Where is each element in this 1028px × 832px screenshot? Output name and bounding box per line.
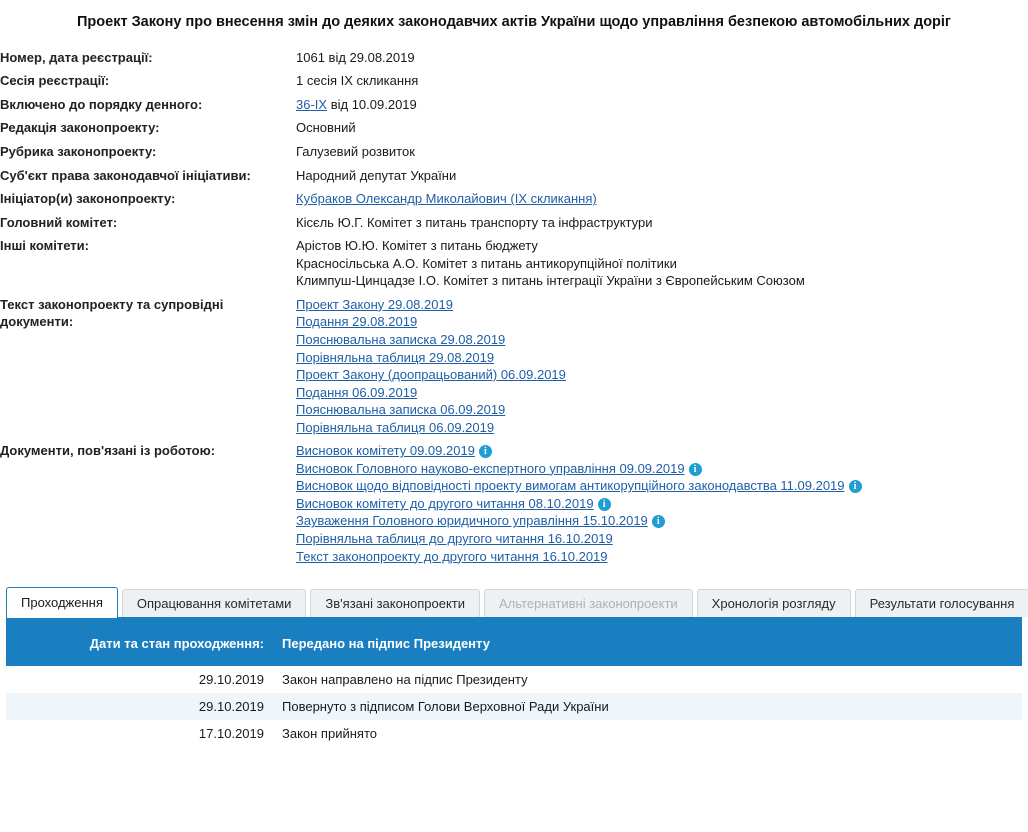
bill-documents-list — [296, 293, 1028, 439]
table-row — [6, 666, 1022, 693]
committee-line: Климпуш-Цинцадзе І.О. Комітет з питань інтеграції України з Європейським Союзом — [296, 273, 805, 289]
list-item — [296, 313, 1028, 331]
agenda-date: від 10.09.2019 — [330, 96, 417, 112]
list-item — [296, 384, 1028, 402]
list-item — [296, 296, 1028, 314]
meta-value-edition: Основний — [296, 120, 356, 136]
related-document-link[interactable]: Висновок щодо відповідності проекту вимогам антикорупційного законодавства 11.09.2019 — [296, 478, 845, 494]
info-icon[interactable]: i — [479, 445, 492, 458]
table-row — [6, 720, 1022, 747]
progress-date: 29.10.2019 — [198, 672, 264, 688]
column-header-status: Передано на підпис Президенту — [274, 620, 1022, 666]
meta-label-rubric: Рубрика законопроекту: — [0, 144, 157, 160]
list-item — [296, 401, 1028, 419]
table-row — [0, 211, 1028, 235]
related-documents-list — [296, 439, 1028, 568]
table-header-row — [6, 620, 1022, 666]
list-item — [296, 512, 1028, 530]
table-row — [0, 140, 1028, 164]
related-document-link[interactable]: Порівняльна таблиця до другого читання 16.10.2019 — [296, 530, 613, 546]
tabs — [6, 586, 1022, 620]
page-title: Проект Закону про внесення змін до деяких законодавчих актів України щодо управління безпекою автомобільних доріг — [77, 14, 951, 30]
document-link[interactable]: Порівняльна таблиця 06.09.2019 — [296, 419, 495, 435]
table-row — [0, 293, 1028, 439]
list-item — [296, 349, 1028, 367]
meta-label-agenda: Включено до порядку денного: — [0, 96, 203, 112]
related-document-link[interactable]: Висновок комітету 09.09.2019 — [296, 443, 475, 459]
meta-label-documents: Текст законопроекту та супровідні документи: — [0, 296, 224, 330]
meta-value-session: 1 сесія IX скликання — [296, 73, 419, 89]
table-row — [0, 187, 1028, 211]
related-document-link[interactable]: Висновок комітету до другого читання 08.10.2019 — [296, 495, 594, 511]
list-item — [296, 495, 1028, 513]
meta-label-session: Сесія реєстрації: — [0, 73, 110, 89]
list-item — [296, 548, 1028, 566]
tab-hronologiya-rozglyadu[interactable]: Хронологія розгляду — [697, 589, 851, 617]
info-icon[interactable]: i — [849, 480, 862, 493]
list-item — [296, 331, 1028, 349]
table-row — [0, 69, 1028, 93]
meta-label-edition: Редакція законопроекту: — [0, 120, 160, 136]
tab-rezultaty-golosuvannya[interactable]: Результати голосування — [855, 589, 1028, 617]
meta-label-other-committees: Інші комітети: — [0, 238, 89, 254]
meta-value-subject: Народний депутат України — [296, 167, 457, 183]
progress-date: 17.10.2019 — [198, 726, 264, 742]
meta-label-registration: Номер, дата реєстрації: — [0, 49, 153, 65]
meta-value-agenda — [296, 93, 1028, 117]
column-header-dates: Дати та стан проходження: — [6, 620, 274, 666]
meta-value-rubric: Галузевий розвиток — [296, 144, 415, 160]
list-item — [296, 460, 1028, 478]
committee-line: Арістов Ю.Ю. Комітет з питань бюджету — [296, 238, 538, 254]
progress-status: Закон прийнято — [282, 726, 377, 742]
document-link[interactable]: Проект Закону (доопрацьований) 06.09.2019 — [296, 367, 566, 383]
meta-label-main-committee: Головний комітет: — [0, 214, 118, 230]
meta-label-related-documents: Документи, пов'язані із роботою: — [0, 443, 216, 459]
meta-label-initiator: Ініціатор(и) законопроекту: — [0, 191, 176, 207]
table-row — [0, 164, 1028, 188]
document-link[interactable]: Порівняльна таблиця 29.08.2019 — [296, 349, 495, 365]
list-item — [296, 442, 1028, 460]
metadata-body — [0, 46, 1028, 568]
list-item — [296, 477, 1028, 495]
tab-prohodzhennya[interactable]: Проходження — [6, 587, 118, 618]
meta-value-registration: 1061 від 29.08.2019 — [296, 49, 415, 65]
document-link[interactable]: Подання 29.08.2019 — [296, 314, 418, 330]
agenda-link[interactable]: 36-IX — [296, 96, 328, 112]
document-link[interactable]: Пояснювальна записка 29.08.2019 — [296, 331, 506, 347]
related-document-link[interactable]: Текст законопроекту до другого читання 16.10.2019 — [296, 548, 608, 564]
table-row — [0, 46, 1028, 70]
info-icon[interactable]: i — [689, 463, 702, 476]
document-link[interactable]: Пояснювальна записка 06.09.2019 — [296, 402, 506, 418]
tab-zvyazani-zakonoproekty[interactable]: Зв'язані законопроекти — [310, 589, 480, 617]
meta-value-main-committee: Кісєль Ю.Г. Комітет з питань транспорту та інфраструктури — [296, 214, 653, 230]
progress-status: Повернуто з підписом Голови Верховної Ради України — [282, 699, 609, 715]
tabs-container — [0, 586, 1028, 620]
table-row — [0, 116, 1028, 140]
progress-status: Закон направлено на підпис Президенту — [282, 672, 528, 688]
committee-line: Красносільська А.О. Комітет з питань антикорупційної політики — [296, 255, 677, 271]
list-item — [296, 530, 1028, 548]
list-item — [296, 366, 1028, 384]
related-document-link[interactable]: Зауваження Головного юридичного управління 15.10.2019 — [296, 513, 648, 529]
table-row — [6, 693, 1022, 720]
progress-date: 29.10.2019 — [198, 699, 264, 715]
meta-value-other-committees — [296, 234, 1028, 293]
initiator-link[interactable]: Кубраков Олександр Миколайович (IX скликання) — [296, 191, 597, 207]
tab-opratsyuvannya-komitetamy[interactable]: Опрацювання комітетами — [122, 589, 307, 617]
tab-alternatyvni-zakonoproekty: Альтернативні законопроекти — [484, 589, 693, 617]
progress-table — [6, 620, 1022, 747]
table-row — [0, 234, 1028, 293]
list-item — [296, 419, 1028, 437]
document-link[interactable]: Проект Закону 29.08.2019 — [296, 296, 453, 312]
related-document-link[interactable]: Висновок Головного науково-експертного управління 09.09.2019 — [296, 460, 685, 476]
info-icon[interactable]: i — [598, 498, 611, 511]
progress-table-body — [6, 666, 1022, 747]
table-row — [0, 93, 1028, 117]
bill-metadata-table — [0, 46, 1028, 568]
document-link[interactable]: Подання 06.09.2019 — [296, 384, 418, 400]
meta-label-subject: Суб'єкт права законодавчої ініціативи: — [0, 167, 251, 183]
info-icon[interactable]: i — [652, 515, 665, 528]
table-row — [0, 439, 1028, 568]
progress-table-head — [6, 620, 1022, 666]
meta-value-initiator — [296, 187, 1028, 211]
